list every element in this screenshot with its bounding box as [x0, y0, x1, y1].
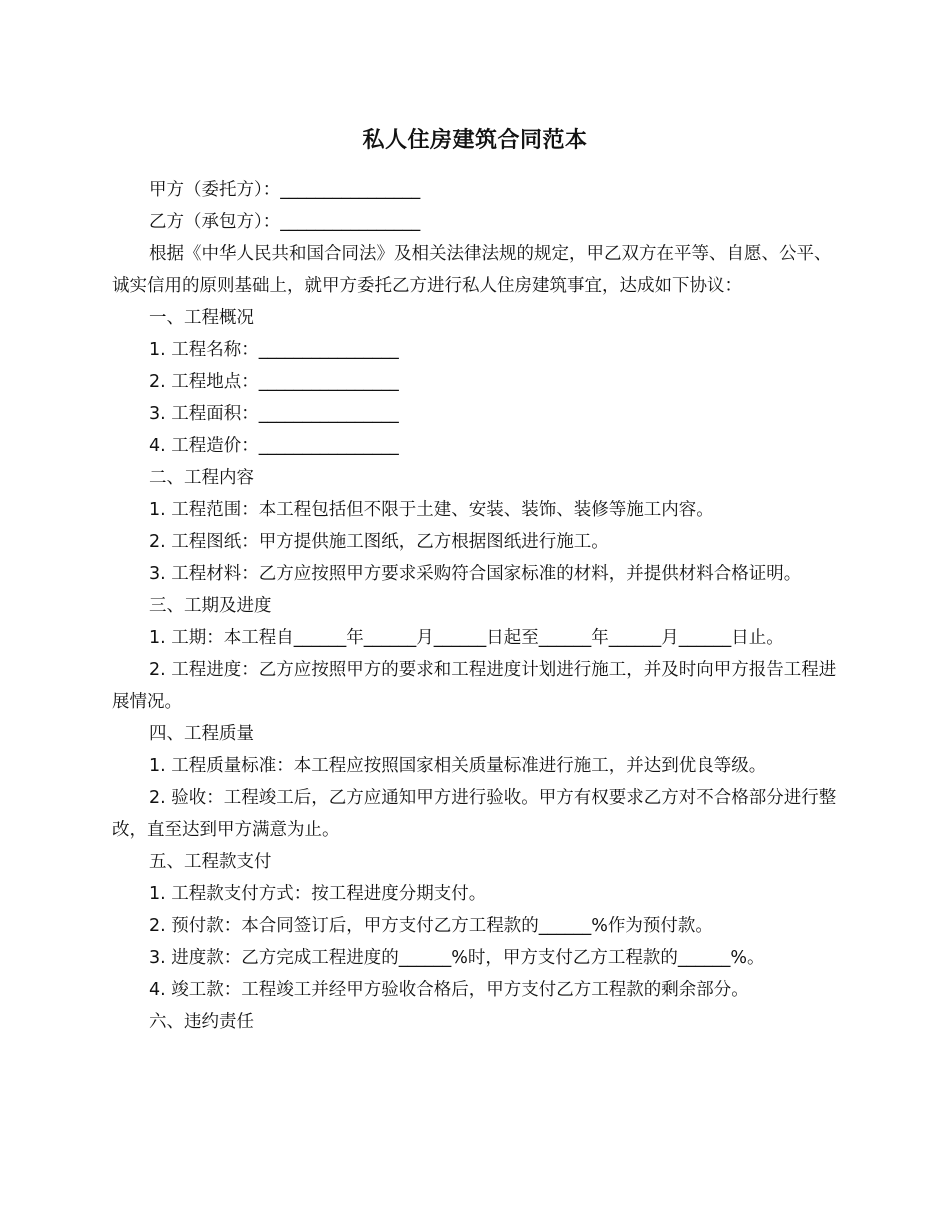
clause-item: 1. 工期：本工程自______年______月______日起至______年______月______日止。 [149, 628, 784, 648]
clause-item: 2. 验收：工程竣工后，乙方应通知甲方进行验收。甲方有权要求乙方对不合格部分进行整改，直至达到甲方满意为止。 [112, 788, 837, 840]
clause-item: 1. 工程质量标准：本工程应按照国家相关质量标准进行施工，并达到优良等级。 [149, 756, 767, 776]
clause-item: 3. 工程材料：乙方应按照甲方要求采购符合国家标准的材料，并提供材料合格证明。 [149, 564, 802, 584]
clause-item: 1. 工程范围：本工程包括但不限于土建、安装、装饰、装修等施工内容。 [149, 500, 714, 520]
section-heading: 一、工程概况 [149, 308, 254, 328]
section-heading: 五、工程款支付 [149, 852, 272, 872]
clause-item: 2. 工程进度：乙方应按照甲方的要求和工程进度计划进行施工，并及时向甲方报告工程进展情况。 [112, 660, 837, 712]
party-a-line: 甲方（委托方）：________________ [149, 180, 421, 200]
clause-item: 1. 工程名称：________________ [149, 340, 399, 360]
clause-item: 1. 工程款支付方式：按工程进度分期支付。 [149, 884, 487, 904]
clause-item: 4. 竣工款：工程竣工并经甲方验收合格后，甲方支付乙方工程款的剩余部分。 [149, 980, 749, 1000]
section-heading: 二、工程内容 [149, 468, 254, 488]
section-heading: 四、工程质量 [149, 724, 254, 744]
clause-item: 2. 工程地点：________________ [149, 372, 399, 392]
clause-item: 2. 预付款：本合同签订后，甲方支付乙方工程款的______%作为预付款。 [149, 916, 713, 936]
section-heading: 六、违约责任 [149, 1012, 254, 1032]
section-heading: 三、工期及进度 [149, 596, 272, 616]
document-title: 私人住房建筑合同范本 [362, 128, 588, 153]
document-body [112, 174, 840, 1038]
preamble-paragraph: 根据《中华人民共和国合同法》及相关法律法规的规定，甲乙双方在平等、自愿、公平、诚实信用的原则基础上，就甲方委托乙方进行私人住房建筑事宜，达成如下协议： [112, 244, 832, 296]
clause-item: 3. 工程面积：________________ [149, 404, 399, 424]
party-b-line: 乙方（承包方）：________________ [149, 212, 421, 232]
clause-item: 3. 进度款：乙方完成工程进度的______%时，甲方支付乙方工程款的______%。 [149, 948, 765, 968]
clause-item: 2. 工程图纸：甲方提供施工图纸，乙方根据图纸进行施工。 [149, 532, 609, 552]
clause-item: 4. 工程造价：________________ [149, 436, 399, 456]
